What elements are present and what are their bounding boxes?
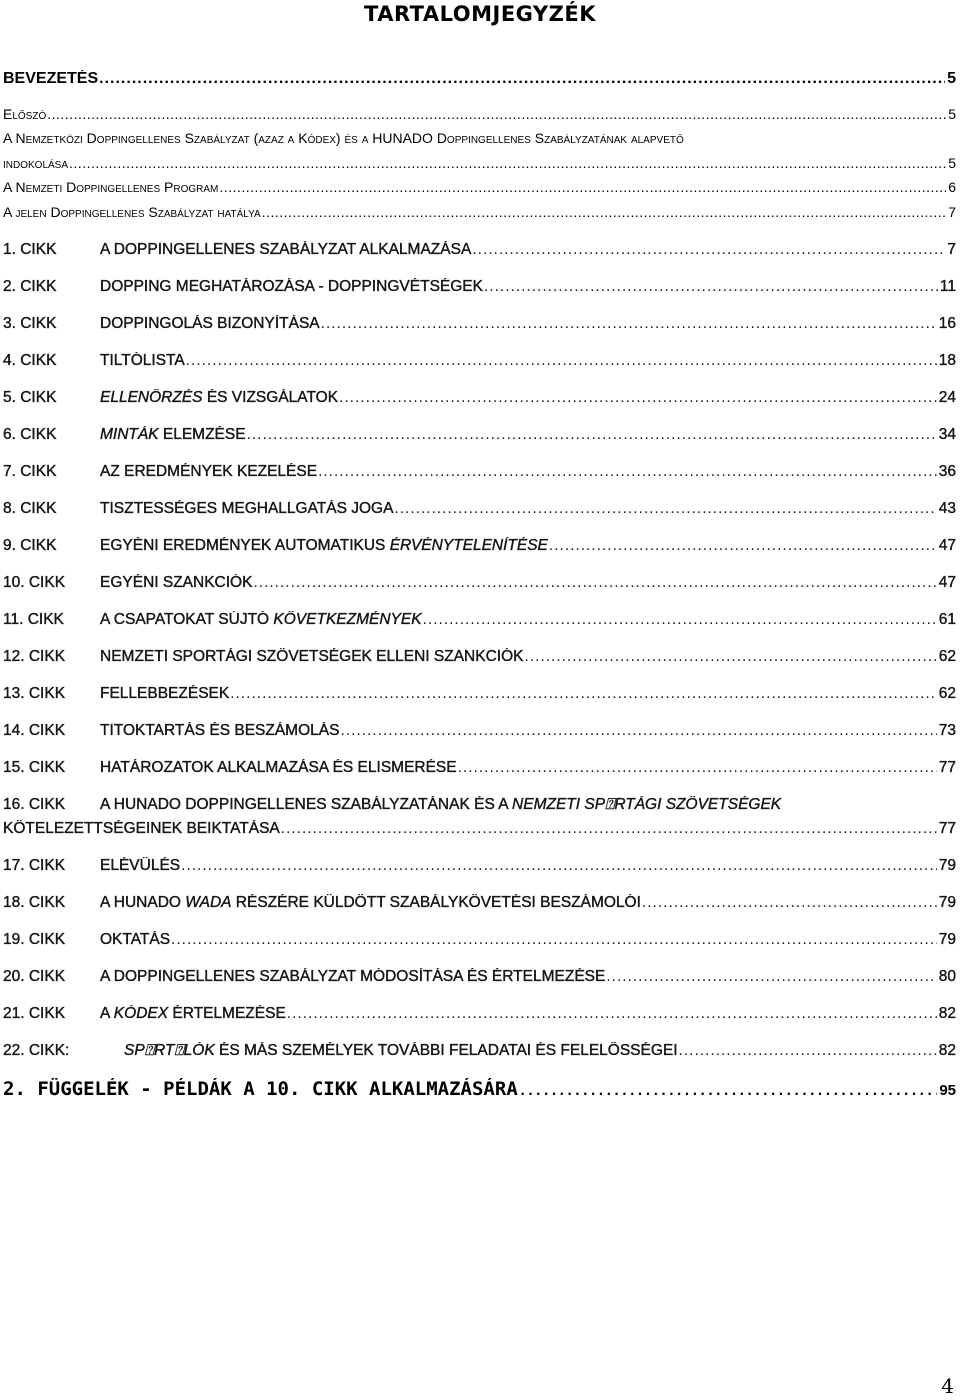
article-title: A HUNADO DOPPINGELLENES SZABÁLYZATÁNAK ÉS A NEMZETI SP⍰RTÁGI SZÖVETSÉGEK <box>100 796 782 813</box>
article-title: DOPPINGOLÁS BIZONYÍTÁSA <box>100 315 320 332</box>
article-number: 2. CIKK <box>3 278 57 295</box>
article-page: 24 <box>938 389 956 406</box>
dot-leader <box>321 315 937 333</box>
article-page: 47 <box>938 537 956 554</box>
article-page: 80 <box>938 968 956 985</box>
toc-entry-article[interactable] <box>3 722 956 744</box>
article-number: 8. CIKK <box>3 500 57 517</box>
article-page: 79 <box>938 857 956 874</box>
toc-entry-article[interactable] <box>3 537 956 559</box>
article-title: OKTATÁS <box>100 931 171 948</box>
article-number: 7. CIKK <box>3 463 57 480</box>
dot-leader <box>186 352 937 370</box>
article-title-italic: MINTÁK <box>100 426 159 443</box>
article-title: KÖTELEZETTSÉGEINEK BEIKTATÁSA <box>3 820 280 837</box>
toc-entry-label: Előszó <box>3 106 47 122</box>
dot-leader <box>247 426 937 444</box>
article-title: TITOKTARTÁS ÉS BESZÁMOLÁS <box>100 722 340 739</box>
article-number: 11. CIKK <box>3 611 64 628</box>
toc-entry-label: A Nemzeti Doppingellenes Program <box>3 179 219 195</box>
article-number: 4. CIKK <box>3 352 57 369</box>
toc-entry-label: indokolása <box>3 155 69 171</box>
article-number: 22. CIKK: <box>3 1042 70 1059</box>
dot-leader <box>181 857 937 875</box>
toc-entry-intro[interactable] <box>3 70 956 92</box>
article-page: 7 <box>947 241 956 258</box>
article-page: 18 <box>938 352 956 369</box>
dot-leader <box>423 611 937 629</box>
page-title: TARTALOMJEGYZÉK <box>364 2 596 26</box>
toc-entry-sub[interactable] <box>3 106 956 128</box>
article-page: 77 <box>938 820 956 837</box>
article-number: 17. CIKK <box>3 857 66 874</box>
article-number: 12. CIKK <box>3 648 66 665</box>
article-page: 43 <box>938 500 956 517</box>
article-page: 82 <box>938 1042 956 1059</box>
article-number: 6. CIKK <box>3 426 57 443</box>
toc-entry-article[interactable] <box>3 352 956 374</box>
article-title: ELÉVÜLÉS <box>100 857 181 874</box>
article-page: 79 <box>938 931 956 948</box>
article-title-italic: ELLENŐRZÉS <box>100 389 203 406</box>
article-page: 47 <box>938 574 956 591</box>
dot-leader <box>69 155 946 171</box>
dot-leader <box>219 179 946 195</box>
toc-entry-article[interactable] <box>3 611 956 633</box>
toc-entry-article[interactable] <box>3 574 956 596</box>
article-title: AZ EREDMÉNYEK KEZELÉSE <box>100 463 318 480</box>
article-title: A HUNADO WADA RÉSZÉRE KÜLDÖTT SZABÁLYKÖVETÉSI BESZÁMOLÓI <box>100 894 641 911</box>
article-page: 34 <box>938 426 956 443</box>
dot-leader <box>524 648 936 666</box>
article-number: 1. CIKK <box>3 241 57 258</box>
article-number: 14. CIKK <box>3 722 66 739</box>
article-number: 13. CIKK <box>3 685 66 702</box>
dot-leader <box>472 241 945 259</box>
article-title-italic: NEMZETI SP⍰RTÁGI SZÖVETSÉGEK <box>512 796 782 813</box>
toc-entry-page: 6 <box>948 179 956 195</box>
toc-entry-sub[interactable] <box>3 204 956 226</box>
toc-entry-page: 7 <box>948 204 956 220</box>
dot-leader <box>230 685 937 703</box>
toc-entry-article[interactable] <box>3 241 956 263</box>
dot-leader <box>281 820 937 838</box>
toc-entry-article[interactable] <box>3 426 956 448</box>
article-title-italic: SP⍰RT⍰LÓK <box>124 1042 215 1059</box>
article-number: 10. CIKK <box>3 574 66 591</box>
article-title: FELLEBBEZÉSEK <box>100 685 230 702</box>
article-page: 82 <box>938 1005 956 1022</box>
article-title: ELLENŐRZÉS ÉS VIZSGÁLATOK <box>100 389 339 406</box>
article-title: A KÓDEX ÉRTELMEZÉSE <box>100 1005 286 1022</box>
toc-entry-article[interactable] <box>3 278 956 300</box>
appendix-page: 95 <box>939 1082 956 1099</box>
article-title: A DOPPINGELLENES SZABÁLYZAT ALKALMAZÁSA <box>100 241 472 258</box>
dot-leader <box>549 537 937 555</box>
dot-leader <box>287 1005 937 1023</box>
article-title: EGYÉNI EREDMÉNYEK AUTOMATIKUS ÉRVÉNYTELENÍTÉSE <box>100 537 548 554</box>
toc-entry-article[interactable] <box>3 500 956 522</box>
dot-leader <box>253 574 936 592</box>
toc-entry-article[interactable] <box>3 389 956 411</box>
toc-entry-label: A jelen Doppingellenes Szabályzat hatálya <box>3 204 261 220</box>
article-page: 16 <box>938 315 956 332</box>
dot-leader <box>458 759 937 777</box>
dot-leader <box>339 389 937 407</box>
article-title-italic: KÖVETKEZMÉNYEK <box>273 611 422 628</box>
toc-entry-article[interactable] <box>3 796 956 818</box>
article-number: 15. CIKK <box>3 759 66 776</box>
article-page: 79 <box>938 894 956 911</box>
toc-entry-article[interactable] <box>3 857 956 879</box>
dot-leader <box>47 106 946 122</box>
toc-entry-article[interactable] <box>3 894 956 916</box>
toc-entry-sub[interactable] <box>3 155 956 177</box>
toc-entry-sub[interactable] <box>3 130 956 152</box>
article-number: 16. CIKK <box>3 796 66 813</box>
article-title: SP⍰RT⍰LÓK ÉS MÁS SZEMÉLYEK TOVÁBBI FELADATAI ÉS FELELŐSSÉGEI <box>124 1042 678 1059</box>
article-title-italic: KÓDEX <box>113 1005 169 1022</box>
article-title: A CSAPATOKAT SÚJTÓ KÖVETKEZMÉNYEK <box>100 611 422 628</box>
toc-entry-page: 5 <box>948 155 956 171</box>
article-title: EGYÉNI SZANKCIÓK <box>100 574 253 591</box>
dot-leader <box>340 722 936 740</box>
toc-entry-appendix[interactable] <box>3 1078 956 1104</box>
toc-entry-sub[interactable] <box>3 179 956 201</box>
toc-entry-label: BEVEZETÉS <box>3 70 99 87</box>
article-page: 36 <box>938 463 956 480</box>
article-title: TILTÓLISTA <box>100 352 185 369</box>
article-number: 19. CIKK <box>3 931 66 948</box>
article-page: 62 <box>938 648 956 665</box>
toc-entry-article[interactable] <box>3 968 956 990</box>
dot-leader <box>171 931 937 949</box>
dot-leader <box>318 463 937 481</box>
toc-entry-article[interactable] <box>3 931 956 953</box>
toc-entry-article[interactable] <box>3 1005 956 1027</box>
toc-entry-article[interactable] <box>3 759 956 781</box>
dot-leader <box>679 1042 937 1060</box>
article-title: HATÁROZATOK ALKALMAZÁSA ÉS ELISMERÉSE <box>100 759 457 776</box>
dot-leader <box>519 1084 938 1099</box>
toc-entry-page: 5 <box>948 106 956 122</box>
article-title: NEMZETI SPORTÁGI SZÖVETSÉGEK ELLENI SZANKCIÓK <box>100 648 524 665</box>
article-page: 11 <box>939 278 956 295</box>
toc-entry-article[interactable] <box>3 315 956 337</box>
dot-leader <box>99 70 945 88</box>
dot-leader <box>262 204 946 220</box>
toc-entry-article-continued[interactable] <box>3 820 956 842</box>
appendix-label: 2. FÜGGELÉK - PÉLDÁK A 10. CIKK ALKALMAZÁSÁRA <box>3 1078 518 1100</box>
article-number: 9. CIKK <box>3 537 57 554</box>
article-number: 21. CIKK <box>3 1005 66 1022</box>
page-number: 4 <box>941 1374 954 1398</box>
article-title: DOPPING MEGHATÁROZÁSA - DOPPINGVÉTSÉGEK <box>100 278 483 295</box>
article-number: 18. CIKK <box>3 894 66 911</box>
toc-entry-article[interactable] <box>3 685 956 707</box>
article-page: 61 <box>938 611 956 628</box>
article-page: 62 <box>938 685 956 702</box>
toc-entry-article[interactable] <box>3 1042 956 1064</box>
dot-leader <box>606 968 936 986</box>
dot-leader <box>642 894 937 912</box>
toc-entry-label: A Nemzetközi Doppingellenes Szabályzat (azaz a Kódex) és a HUNADO Doppingellenes Szabályzatának alapvető <box>3 130 684 146</box>
dot-leader <box>394 500 936 518</box>
article-title: MINTÁK ELEMZÉSE <box>100 426 246 443</box>
article-title-italic: WADA <box>185 894 232 911</box>
article-number: 20. CIKK <box>3 968 66 985</box>
article-page: 73 <box>938 722 956 739</box>
article-number: 5. CIKK <box>3 389 57 406</box>
toc-entry-page: 5 <box>947 70 956 87</box>
dot-leader <box>484 278 938 296</box>
toc-entry-article[interactable] <box>3 648 956 670</box>
article-title: A DOPPINGELLENES SZABÁLYZAT MÓDOSÍTÁSA ÉS ÉRTELMEZÉSE <box>100 968 606 985</box>
toc-entry-article[interactable] <box>3 463 956 485</box>
article-number: 3. CIKK <box>3 315 57 332</box>
article-page: 77 <box>938 759 956 776</box>
article-title-italic: ÉRVÉNYTELENÍTÉSE <box>389 537 548 554</box>
article-title: TISZTESSÉGES MEGHALLGATÁS JOGA <box>100 500 394 517</box>
